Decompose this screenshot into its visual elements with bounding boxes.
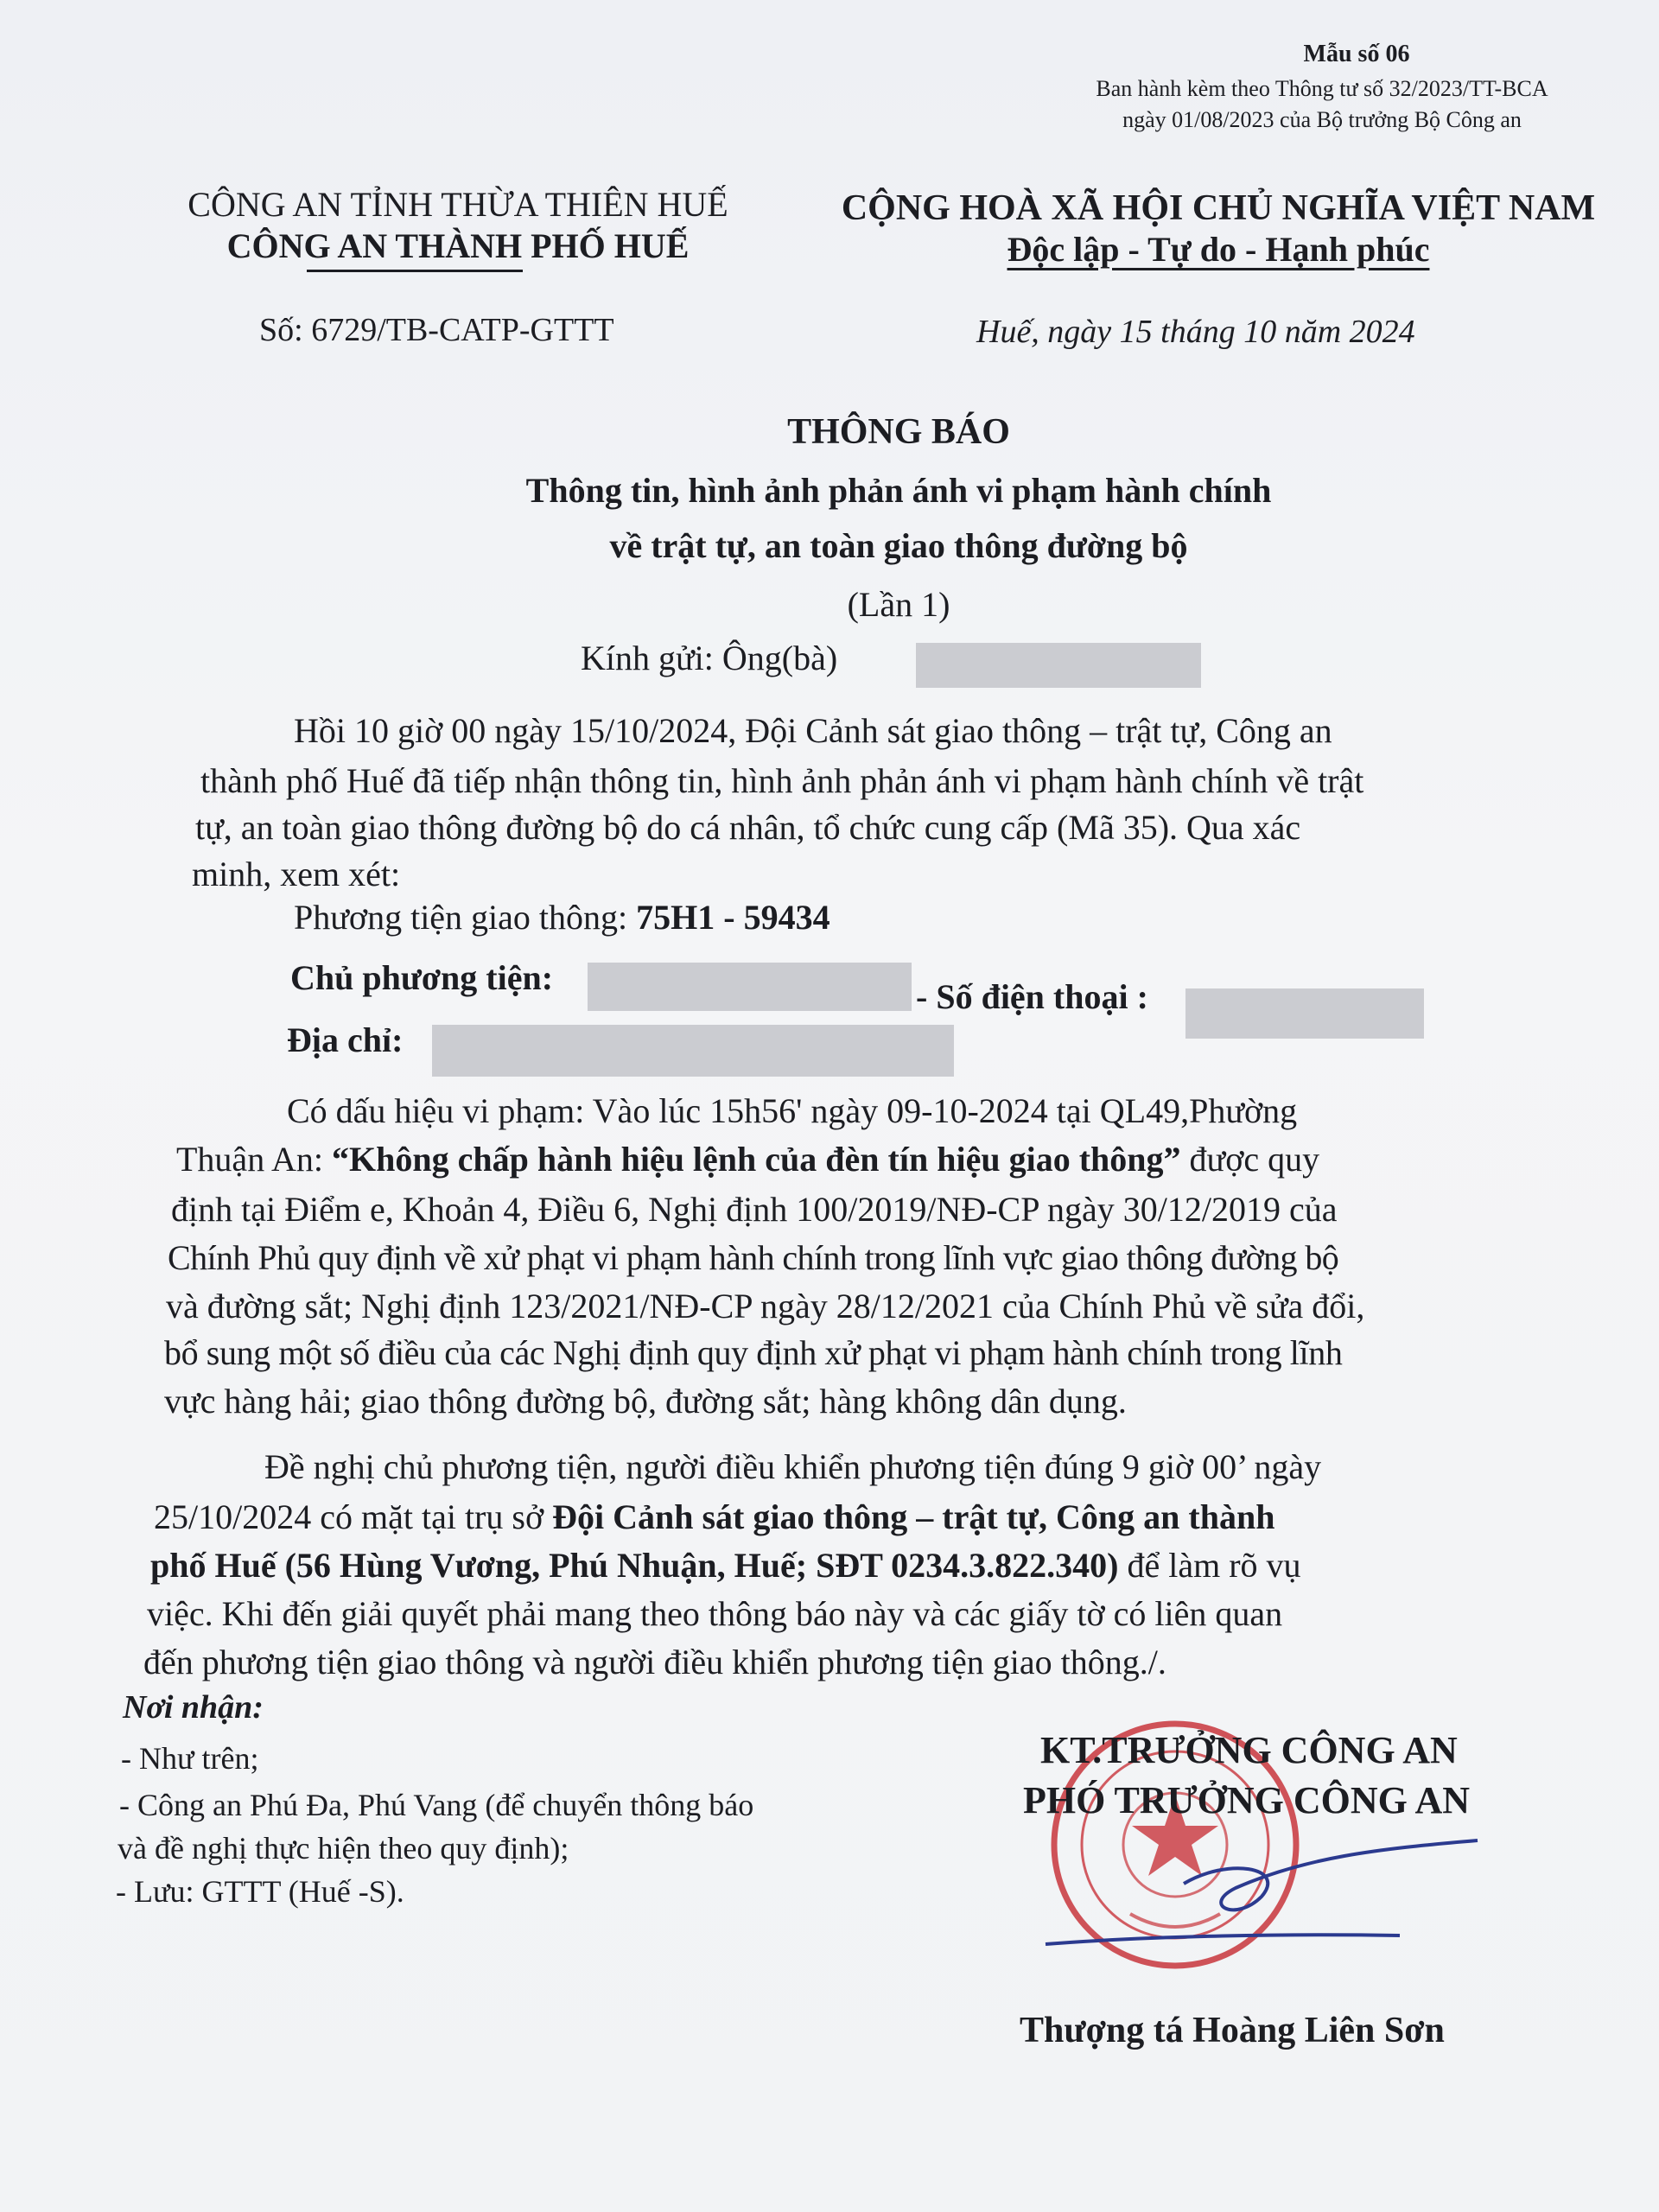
redacted-address: [432, 1025, 954, 1077]
form-reference-line1: Ban hành kèm theo Thông tư số 32/2023/TT-BCA: [1096, 76, 1548, 101]
document-title: THÔNG BÁO: [787, 412, 1010, 452]
document-subtitle-2: về trật tự, an toàn giao thông đường bộ: [609, 526, 1188, 565]
violation-line-5: và đường sắt; Nghị định 123/2021/NĐ-CP ngày 28/12/2021 của Chính Phủ về sửa đổi,: [166, 1287, 1365, 1325]
greeting: Kính gửi: Ông(bà): [581, 639, 838, 677]
receivers-item-4: - Lưu: GTTT (Huế -S).: [116, 1874, 404, 1909]
intro-line-4: minh, xem xét:: [192, 855, 401, 893]
request-line-3: [150, 1543, 1301, 1588]
violation-line-7: vực hàng hải; giao thông đường bộ, đường sắt; hàng không dân dụng.: [164, 1382, 1127, 1421]
receivers-item-3: và đề nghị thực hiện theo quy định);: [118, 1831, 569, 1866]
signer-name: Thượng tá Hoàng Liên Sơn: [1020, 2011, 1445, 2050]
redacted-recipient-name: [916, 643, 1201, 688]
agency-underline: [307, 270, 523, 272]
owner-label: Chủ phương tiện:: [290, 958, 554, 997]
form-number: Mẫu số 06: [1303, 41, 1410, 67]
request-line-2: [154, 1495, 1274, 1540]
agency-name: CÔNG AN THÀNH PHỐ HUẾ: [226, 226, 690, 265]
receivers-item-2: - Công an Phú Đa, Phú Vang (để chuyển thông báo: [119, 1788, 754, 1822]
form-reference-line2: ngày 01/08/2023 của Bộ trưởng Bộ Công an: [1122, 107, 1522, 132]
request-date: 25/10/2024 có mặt tại trụ sở: [154, 1497, 553, 1536]
intro-line-1: Hồi 10 giờ 00 ngày 15/10/2024, Đội Cảnh sát giao thông – trật tự, Công an: [294, 711, 1332, 750]
violation-description: “Không chấp hành hiệu lệnh của đèn tín hiệu giao thông”: [331, 1140, 1181, 1179]
redacted-owner-name: [588, 963, 912, 1011]
document-iteration: (Lần 1): [847, 585, 950, 624]
phone-label: - Số điện thoại :: [916, 977, 1148, 1016]
request-line-4: việc. Khi đến giải quyết phải mang theo thông báo này và các giấy tờ có liên quan: [147, 1594, 1283, 1633]
document-subtitle-1: Thông tin, hình ảnh phản ánh vi phạm hành chính: [525, 471, 1272, 510]
request-office-address: phố Huế (56 Hùng Vương, Phú Nhuận, Huế; SĐT 0234.3.822.340): [150, 1546, 1119, 1585]
intro-line-2: thành phố Huế đã tiếp nhận thông tin, hình ảnh phản ánh vi phạm hành chính về trật: [200, 761, 1364, 800]
document-date: Huế, ngày 15 tháng 10 năm 2024: [976, 314, 1415, 350]
document-number: Số: 6729/TB-CATP-GTTT: [259, 312, 614, 348]
request-line-5: đến phương tiện giao thông và người điều khiển phương tiện giao thông./.: [143, 1643, 1166, 1681]
request-line-1: Đề nghị chủ phương tiện, người điều khiển phương tiện đúng 9 giờ 00’ ngày: [264, 1447, 1322, 1486]
national-name: CỘNG HOÀ XÃ HỘI CHỦ NGHĨA VIỆT NAM: [841, 188, 1596, 228]
agency-parent: CÔNG AN TỈNH THỪA THIÊN HUẾ: [188, 185, 728, 224]
request-office: Đội Cảnh sát giao thông – trật tự, Công an thành: [552, 1497, 1275, 1536]
violation-line-2: [176, 1137, 1319, 1182]
signature-title-2: PHÓ TRƯỞNG CÔNG AN: [1023, 1779, 1471, 1821]
violation-line-2-suffix: được quy: [1180, 1140, 1320, 1179]
receivers-heading: Nơi nhận:: [123, 1689, 264, 1726]
intro-line-3: tự, an toàn giao thông đường bộ do cá nhân, tổ chức cung cấp (Mã 35). Qua xác: [195, 808, 1301, 847]
violation-line-4: Chính Phủ quy định về xử phạt vi phạm hành chính trong lĩnh vực giao thông đường bộ: [168, 1238, 1339, 1277]
signature-title-1: KT.TRƯỞNG CÔNG AN: [1040, 1729, 1458, 1771]
address-label: Địa chỉ:: [287, 1020, 404, 1059]
vehicle-line: [294, 895, 830, 940]
violation-location: Thuận An:: [176, 1140, 332, 1179]
vehicle-label: Phương tiện giao thông:: [294, 898, 637, 937]
request-line-3-suffix: để làm rõ vụ: [1118, 1546, 1301, 1585]
national-motto: Độc lập - Tự do - Hạnh phúc: [1007, 230, 1430, 269]
receivers-item-1: - Như trên;: [121, 1741, 259, 1776]
violation-line-1: Có dấu hiệu vi phạm: Vào lúc 15h56' ngày 09-10-2024 tại QL49,Phường: [287, 1091, 1298, 1130]
violation-line-6: bổ sung một số điều của các Nghị định quy định xử phạt vi phạm hành chính trong lĩnh: [164, 1333, 1343, 1372]
signature-mark-icon: [1028, 1823, 1512, 1961]
redacted-phone-number: [1185, 988, 1424, 1039]
vehicle-plate: 75H1 - 59434: [636, 898, 830, 937]
violation-line-3: định tại Điểm e, Khoản 4, Điều 6, Nghị định 100/2019/NĐ-CP ngày 30/12/2019 của: [171, 1190, 1338, 1229]
